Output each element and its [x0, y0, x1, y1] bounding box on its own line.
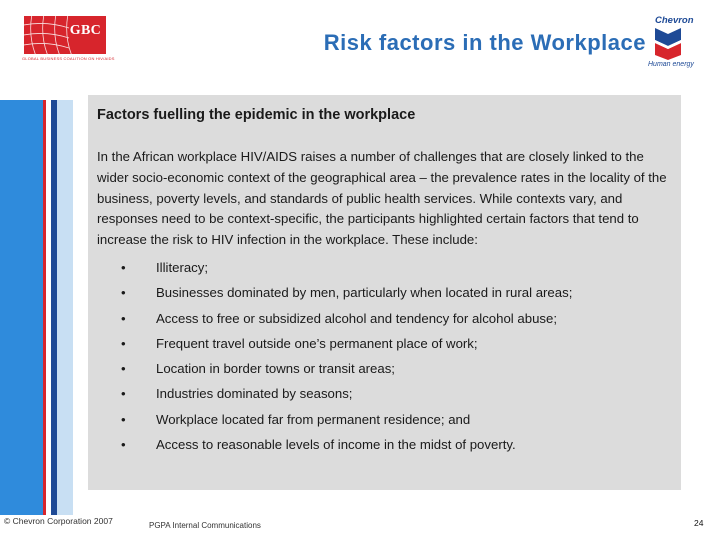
bullet-icon: • — [121, 310, 126, 326]
panel-paragraph: In the African workplace HIV/AIDS raises a number of challenges that are closely linked to the wider socio-economic context of the geographical area – the prevalence rates in the locality of the business, poverty levels, and standards of public health services. While contexts vary, and responses need to be context-specific, the participants highlighted certain factors that tend to increase the risk to HIV infection in the workplace. These include: — [97, 149, 667, 248]
footer-department: PGPA Internal Communications — [149, 521, 261, 530]
bullet-icon: • — [121, 386, 126, 402]
list-item-text: Businesses dominated by men, particularly when located in rural areas; — [156, 285, 573, 301]
list-item-text: Workplace located far from permanent residence; and — [156, 411, 471, 427]
gbc-logo-text: GBC — [69, 23, 101, 38]
list-item-text: Access to reasonable levels of income in the midst of poverty. — [156, 437, 516, 453]
bullet-icon: • — [121, 335, 126, 351]
bullet-icon: • — [121, 260, 126, 275]
left-bar-light — [57, 100, 73, 515]
brand-tagline: Human energy — [648, 61, 694, 68]
page-number: 24 — [694, 518, 704, 528]
chevron-logo-icon — [655, 26, 681, 60]
content-panel — [88, 95, 681, 490]
panel-heading: Factors fuelling the epidemic in the workplace — [97, 107, 416, 123]
list-item-text: Illiteracy; — [156, 260, 209, 275]
list-item-text: Access to free or subsidized alcohol and tendency for alcohol abuse; — [156, 310, 557, 326]
chevron-wordmark: Chevron — [655, 15, 694, 26]
bullet-icon: • — [121, 437, 126, 453]
footer-copyright: © Chevron Corporation 2007 — [4, 516, 113, 526]
left-bar-blue — [0, 100, 43, 515]
slide-title: Risk factors in the Workplace — [323, 30, 646, 55]
bullet-icon: • — [121, 411, 126, 427]
list-item-text: Location in border towns or transit areas; — [156, 361, 395, 377]
bullet-icon: • — [121, 285, 126, 301]
gbc-logo — [24, 16, 106, 54]
list-item-text: Industries dominated by seasons; — [156, 386, 353, 402]
bullet-icon: • — [121, 361, 126, 377]
gbc-tagline: GLOBAL BUSINESS COALITION ON HIV/AIDS — [22, 56, 115, 61]
list-item-text: Frequent travel outside one’s permanent place of work; — [156, 335, 478, 351]
